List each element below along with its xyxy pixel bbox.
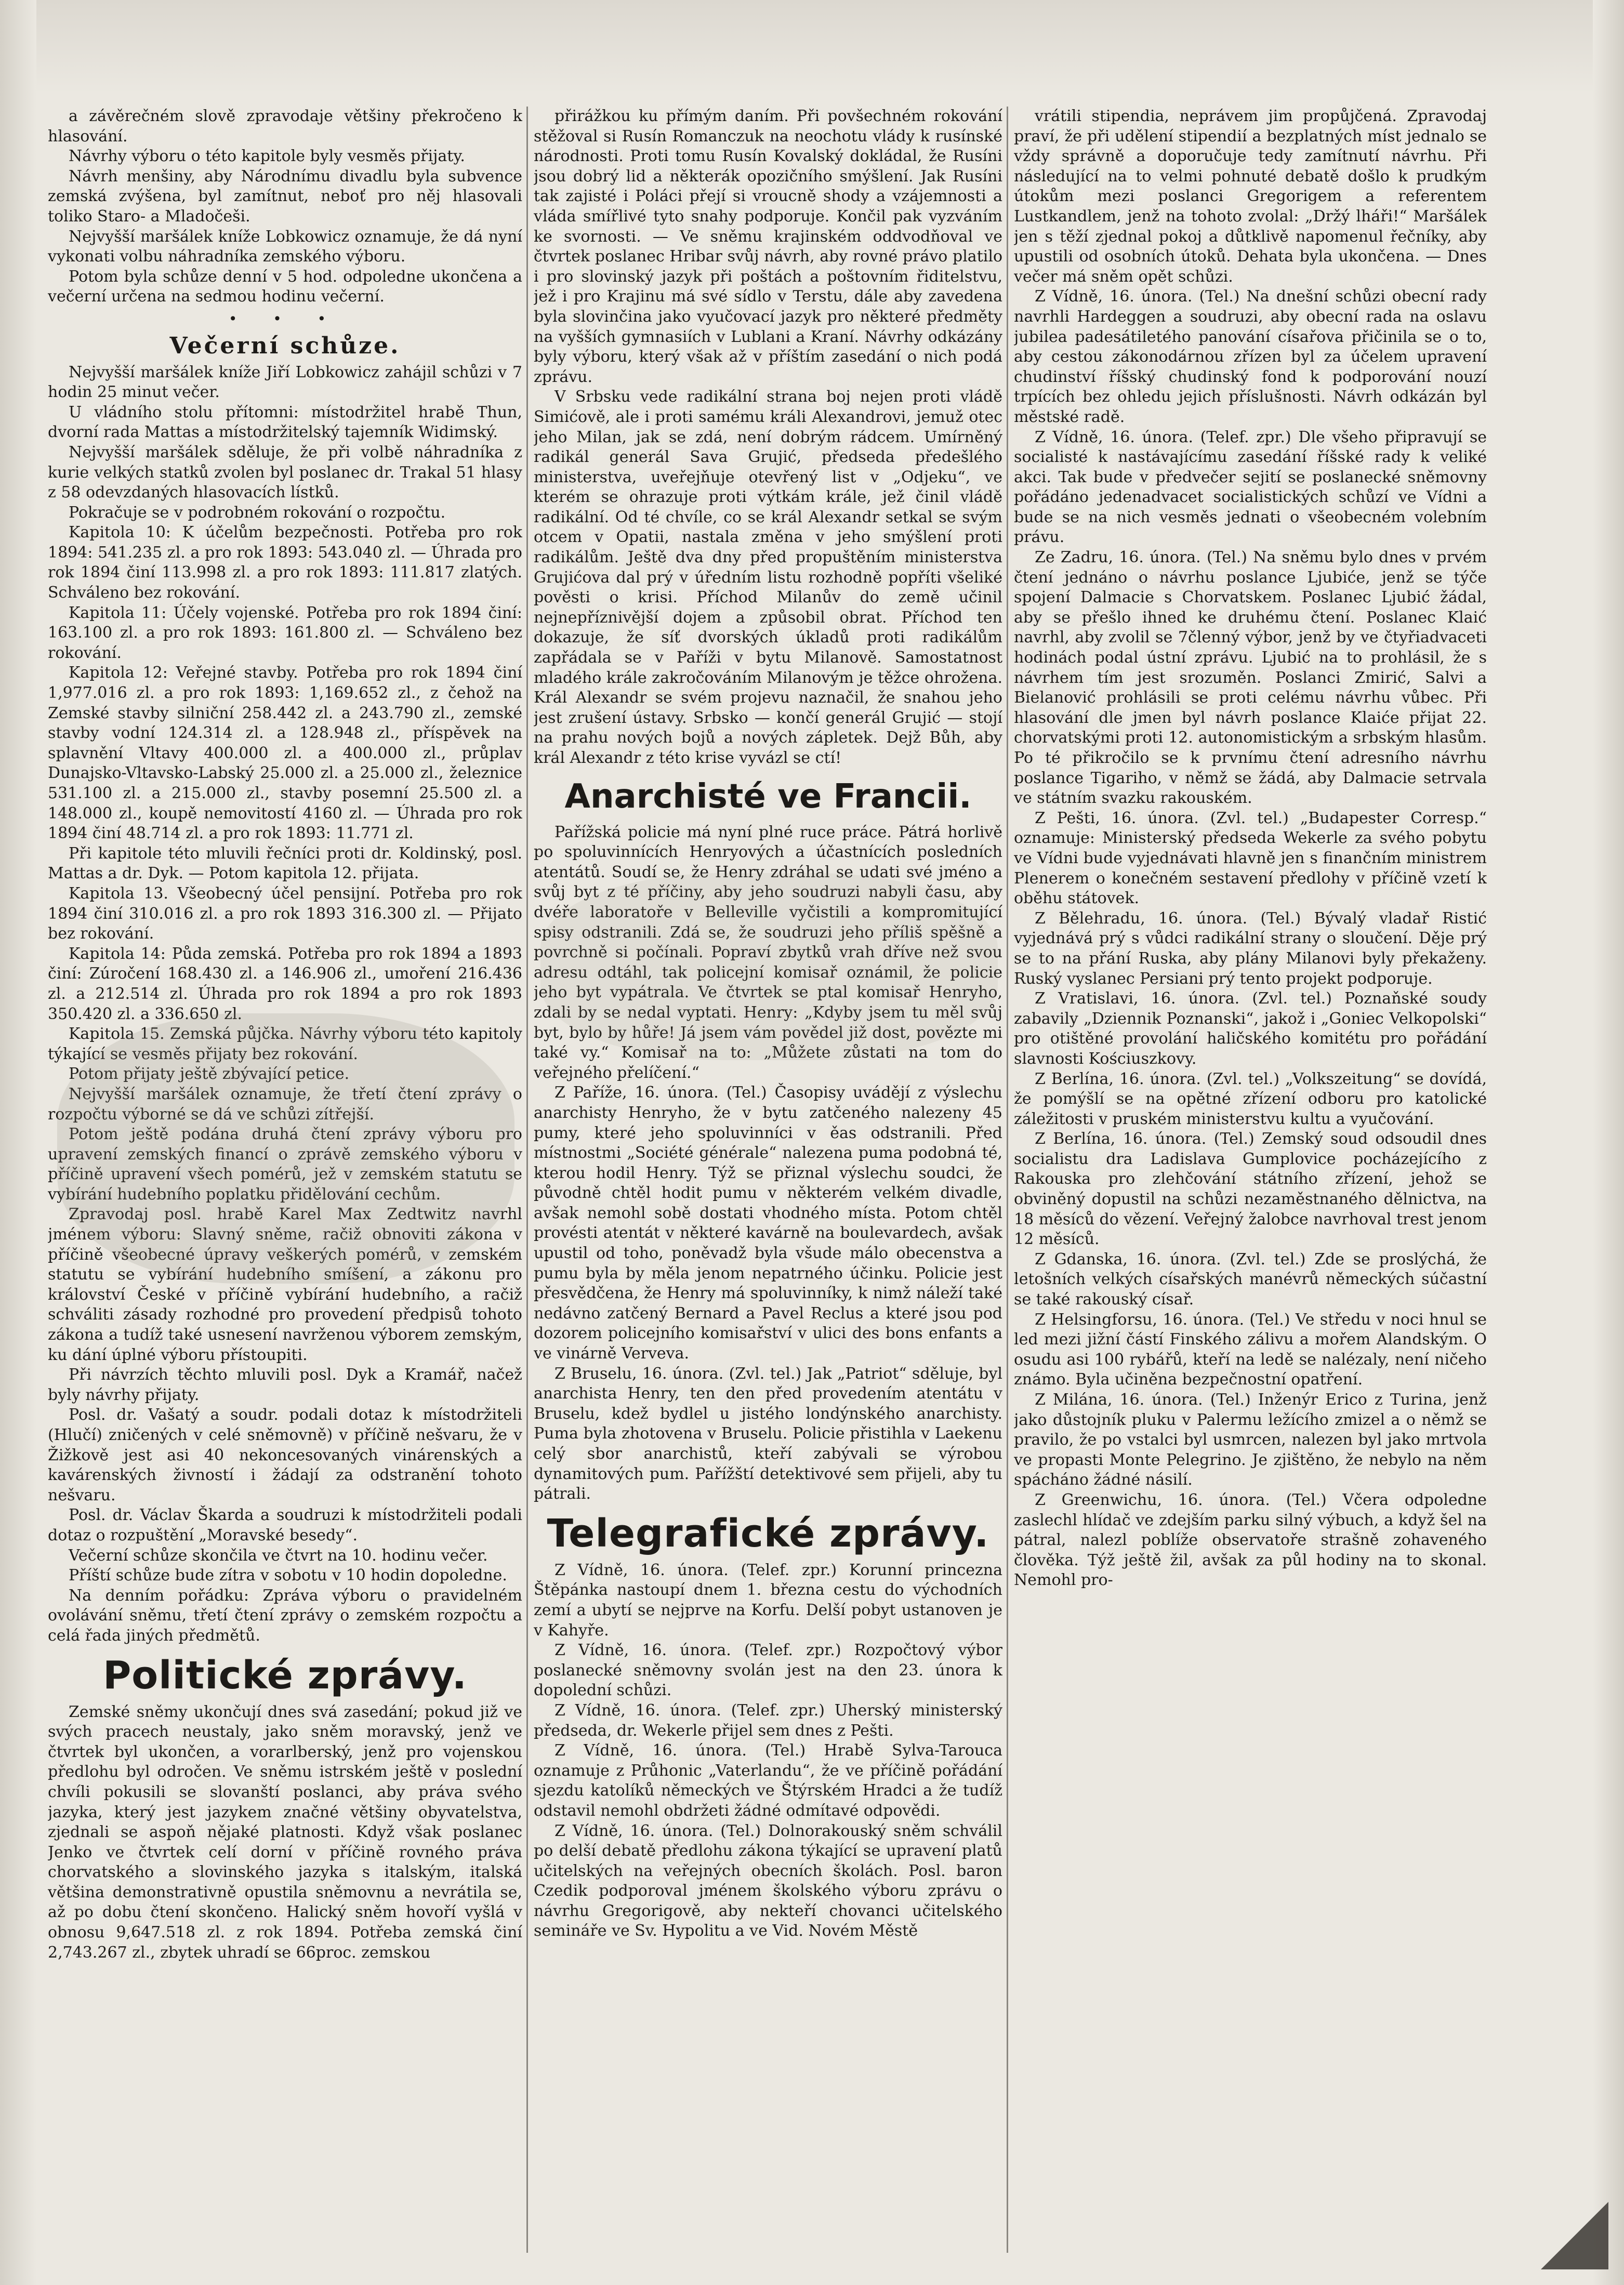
telegraph-news-heading: Telegrafické zprávy. — [547, 1511, 989, 1556]
paragraph: Zemské sněmy ukončují dnes svá zasedání; pokud již ve svých pracech neustaly, jako sněm moravský, jenž ve čtvrtek byl ukončen, a vorarlberský, jenž pro vojenskou předlohu byl odročen. Ve sněmu istrském ještě v poslední chvíli pokusili se slovanští poslanci, aby práva svého jazyka, který jest jazykem značné většiny obyvatelstva, zjednali se aspoň nějaké platnosti. Když však poslanec Jenko ve čtvrtek celí dorní v příčině rovného práva chorvatského a slovinského jazyka s italským, italská většina demonstrativně opustila sněmovnu a nevrátila se, až po dobu čtení skončeno. Halický sněm hovoří vyšlá v obnosu 9,647.518 zl. z rok 1894. Potřeba zemská činí 2,743.267 zl., zbytek uhradí se 66proc. zemskou — [48, 1702, 522, 1962]
paragraph: Z Vídně, 16. února. (Tel.) Na dnešní schůzi obecní rady navrhli Hardeggen a soudruzi, aby obecní rada na oslavu jubilea padesátiletého panování císařova přičinila se o to, aby cestou zákonodárnou zřízen byl za účelem upravení chudinství říšský chudinský fond k podporování nouzí trpících bez ohledu jejich příslušnosti. Návrh odkázán byl městské radě. — [1014, 287, 1487, 426]
column-rule-1 — [526, 107, 528, 2253]
paragraph: přirážkou ku přímým daním. Při povšechném rokování stěžoval si Rusín Romanczuk na neochotu vlády k rusínské národnosti. Proti tomu Rusín Kovalský dokládal, že Rusíni jsou dobrý lid a některák opozičního smýšlení. Jak Rusíni tak zajisté i Poláci přejí si vroucně shody a vzájemnosti a vláda smířlivé tyto snahy podporuje. Končil pak vyzváním ke svornosti. — Ve sněmu krajinském oddvodňoval ve čtvrtek poslanec Hribar svůj návrh, aby rovné právo platilo i pro slovinský jazyk při poštách a poštovním řiditelstvu, jež i pro Krajinu má své sídlo v Terstu, dále aby zavedena byla slovinčina jako vyučovací jazyk pro některé předměty na vyšších gymnasiích v Lublani a Kraní. Návrhy odkázány byly výboru, který však až v příštím zasedání o nich podá zprávu. — [534, 107, 1002, 386]
paragraph: Nejvyšší maršálek kníže Jiří Lobkowicz zahájil schůzi v 7 hodin 25 minut večer. — [48, 363, 522, 402]
ink-smudge — [57, 1013, 514, 1284]
paragraph: Potom ještě podána druhá čtení zprávy výboru pro upravení zemských financí o zprávě zemského výboru v příčině upravení všech pomérů, jež v zemském statutu se vybírání hudebního poplatku přidělování cechům. — [48, 1125, 522, 1204]
paragraph: Návrhy výboru o této kapitole byly vesměs přijaty. — [69, 147, 465, 166]
paragraph: V Srbsku vede radikální strana boj nejen proti vládě Simićově, ale i proti samému králi Alexandrovi, jemuž otec jeho Milan, jak se zdá, není dobrým rádcem. Umírněný radikál generál Sava Grujić, předseda předešlého ministerstva, uveřejňuje otevřený list v „Odjeku“, ve kterém se ohrazuje proti výtkám krále, jež činil vládě radikální. Od té chvíle, co se král Alexandr setkal se svým otcem v Opatii, nastala změna v jeho smýšlení proti radikálům. Ještě dva dny před propuštěním ministerstva Grujićova dal prý v úředním listu rozhodně popříti všeliké pověsti o krisi. Příchod Milanův do země učinil nejnepříznivější dojem a způsobil obrat. Příchod ten dokazuje, že síť dvorských úkladů proti radikálům zapřádala se v Paříži v bytu Milanově. Samostatnost mladého krále zakročováním Milanovým je těžce ohrožena. Král Alexandr se svém projevu naznačil, že snahou jeho jest zrušení ústavy. Srbsko — končí generál Grujić — stojí na prahu nových bojů a nových zápletek. Dejž Bůh, aby král Alexandr z této krise vyvázl se ctí! — [534, 388, 1002, 767]
paragraph: Z Berlína, 16. února. (Tel.) Zemský soud odsoudil dnes socialistu dra Ladislava Gumplovice pocházejícího z Rakouska pro zlehčování státního zřízení, jehož se obviněný dopustil na schůzi nezaměstnaného dělnictva, na 18 měsíců do vězení. Veřejný žalobce navrhoval trest jenom 12 měsíců. — [1014, 1130, 1487, 1249]
paragraph: Z Bruselu, 16. února. (Zvl. tel.) Jak „Patriot“ sděluje, byl anarchista Henry, ten den před provedením atentátu v Bruselu, kdež bydlel u jistého londýnského anarchisty. Puma byla zhotovena v Bruselu. Policie přistihla v Laekenu celý sbor anarchistů, kteří zabývali se výrobou dynamitových pum. Pařížští detektivové sem přijeli, aby tu pátrali. — [534, 1364, 1002, 1503]
page-top-edge — [0, 0, 1624, 94]
political-news-heading: Politické zprávy. — [103, 1653, 467, 1698]
paragraph: Kapitola 12: Veřejné stavby. Potřeba pro rok 1894 činí 1,977.016 zl. a pro rok 1893: 1,169.652 zl., z čehož na Zemské stavby silniční 258.442 zl. a 243.790 zl., zemské stavby vodní 124.314 zl. a 128.948 zl., příspěvek na splavnění Vltavy 400.000 zl. a 400.000 zl., průplav Dunajsko-Vltavsko-Labský 25.000 zl. a 25.000 zl., železnice 531.100 zl. a 215.000 zl., stavby posemní 25.500 zl. a 148.000 zl., koupě nemovitostí 4160 zl. — Úhrada pro rok 1894 činí 48.714 zl. a pro rok 1893: 11.771 zl. — [48, 664, 522, 843]
paragraph: Z Vídně, 16. února. (Telef. zpr.) Uherský ministerský předseda, dr. Wekerle přijel sem dnes z Pešti. — [534, 1701, 1002, 1740]
column-2 — [534, 107, 1002, 2263]
paragraph: Zpravodaj posl. hrabě Karel Max Zedtwitz navrhl jménem výboru: Slavný sněme, račiž obnoviti zákona v příčině všeobecné úpravy veškerých pomérů, v zemském statutu se vybírání hudebního smíšení, a zákonu pro království České v příčině vybírání hudebního, a račiž schváliti zásady rozhodné pro provedení předpisů tohoto zákona a tudíž také usnesení navrženou výborem zemským, ku dání úplné výboru přístoupiti. — [48, 1205, 522, 1364]
paragraph: Z Berlína, 16. února. (Zvl. tel.) „Volkszeitung“ se dovídá, že pomýšlí se na opětné zřízení odboru pro katolické záležitosti v pruském ministerstvu kultu a vyučování. — [1014, 1069, 1487, 1128]
paragraph: vrátili stipendia, neprávem jim propůjčená. Zpravodaj praví, že při udělení stipendií a bezplatných míst jednalo se vždy správně a doporučuje tedy zamítnutí návrhu. Při následující na to velmi pohnuté debatě došlo k prudkým útokům mezi poslanci Gregorigem a referentem Lustkandlem, jenž na tohoto zvolal: „Držý lháři!“ Maršálek jen s těží zjednal pokoj a důtklivě napomenul řečníky, aby upustili od osobních útoků. Dehata byla ukončena. — Dnes večer má sněm opět schůzi. — [1014, 107, 1487, 286]
page-right-edge — [1593, 0, 1624, 2285]
paragraph: Kapitola 14: Půda zemská. Potřeba pro rok 1894 a 1893 činí: Zúročení 168.430 zl. a 146.906 zl., umoření 216.436 zl. a 212.514 zl. Úhrada pro rok 1894 a pro rok 1893 350.420 zl. a 336.650 zl. — [48, 944, 522, 1023]
paragraph: Kapitola 11: Účely vojenské. Potřeba pro rok 1894 činí: 163.100 zl. a pro rok 1893: 161.800 zl. — Schváleno bez rokování. — [48, 603, 522, 662]
anarchists-heading: Anarchisté ve Francii. — [564, 777, 972, 816]
paragraph: Pokračuje se v podrobném rokování o rozpočtu. — [69, 503, 446, 522]
paragraph: Nejvyšší maršálek oznamuje, že třetí čtení zprávy o rozpočtu výborné se dá ve schůzi zítřejší. — [48, 1085, 522, 1124]
paragraph: Na denním pořádku: Zpráva výboru o pravidelném ovolávání sněmu, třetí čtení zprávy o zemském rozpočtu a celá řada jiných předmětů. — [48, 1586, 522, 1645]
paragraph: Nejvyšší maršálek kníže Lobkowicz oznamuje, že dá nyní vykonati volbu náhradníka zemského výboru. — [48, 227, 522, 266]
paragraph: Ze Zadru, 16. února. (Tel.) Na sněmu bylo dnes v prvém čtení jednáno o návrhu poslance Ljubiće, jenž se týče spojení Dalmacie s Chorvatskem. Poslanec Ljubić žádal, aby se přešlo ihned ke druhému čtení. Poslanec Klaić navrhl, aby zvolil se 7členný výbor, jenž by ve čtyřiadvaceti hodinách podal ústní zprávu. Ljubić na to prohlásil, že s návrhem tím jest srozuměn. Poslanci Zmirić, Salvi a Bielanović prohlásili se proti celému návrhu vůbec. Při hlasování dle jmen byl návrh poslance Klaiće přijat 22. chorvatskými proti 12. autonomistickým a srbským hlasům. Po té přikročilo se k prvnímu čtení adresního návrhu poslance Tigariho, v němž se žádá, aby Dalmacie setrvala ve státním svazku rakouském. — [1014, 548, 1487, 808]
paragraph: a závěrečném slově zpravodaje většiny překročeno k hlasování. — [48, 107, 522, 146]
paragraph: Z Vratislavi, 16. února. (Zvl. tel.) Poznaňské soudy zabavily „Dziennik Poznanski“, jakož i „Goniec Velkopolski“ pro otištěné provolání haličského komitétu pro pořádání slavnosti Kościuszkovy. — [1014, 989, 1487, 1068]
column-rule-2 — [1007, 107, 1008, 2253]
paragraph: Kapitola 15. Zemská půjčka. Návrhy výboru této kapitoly týkající se vesměs přijaty bez rokování. — [48, 1025, 522, 1063]
paragraph: Z Vídně, 16. února. (Tel.) Dolnorakouský sněm schválil po delší debatě předlohu zákona týkající se upravení platů učitelských na veřejných obecních školách. Posl. baron Czedik podporoval jménem školského výboru zprávu o návrhu Gregorigově, aby nekteří chovanci učitelského semináře ve Sv. Hypolitu a ve Vid. Novém Městě — [534, 1821, 1002, 1940]
paragraph: Z Greenwichu, 16. února. (Tel.) Včera odpoledne zaslechl hlídač ve zdejším parku silný výbuch, a když šel na pátral, nalezl poblíže observatoře strašně zohaveného člověka. Týž ještě žil, avšak za půl hodiny na to skonal. Nemohl pro- — [1014, 1490, 1487, 1590]
ink-smudge — [540, 873, 998, 1060]
paragraph: Z Gdanska, 16. února. (Zvl. tel.) Zde se proslýchá, že letošních velkých císařských manévrů německých súčastní se také rakouský císař. — [1014, 1250, 1487, 1309]
paragraph: Návrh menšiny, aby Národnímu divadlu byla subvence zemská zvýšena, byl zamítnut, neboť pro něj hlasovali toliko Staro- a Mladočeši. — [48, 167, 522, 226]
paragraph: U vládního stolu přítomni: místodržitel hrabě Thun, dvorní rada Mattas a místodržitelský tajemník Widimský. — [48, 403, 522, 442]
paragraph: Z Helsingforsu, 16. února. (Tel.) Ve středu v noci hnul se led mezi jižní částí Finského zálivu a mořem Alandským. O osudu asi 100 rybářů, kteří na ledě se nalézaly, není ničeho známo. Byla učiněna bezpečnostní opatření. — [1014, 1310, 1487, 1389]
column-3 — [1014, 107, 1487, 2263]
page-corner-shadow — [1541, 2202, 1608, 2269]
section-separator: • • • — [228, 310, 342, 327]
paragraph: Z Paříže, 16. února. (Tel.) Časopisy uvádějí z výslechu anarchisty Henryho, že v bytu zatčeného nalezeny 45 pumy, které jeho spoluvinníci v ěas odstranili. Před místnostmi „Société générale“ nalezena puma podobná té, kterou hodil Henry. Týž se přiznal výslechu soudci, že původně chtěl hodit pumu v některém velkém divadle, avšak nemohl sobě dostati vhodného místa. Potom chtěl provésti atentát v některé kavárně na boulevardech, avšak upustil od toho, poněvadž byla všude málo obecenstva a pumu byla by měla jenom nepatrného účinku. Policie jest přesvědčena, že Henry má spoluvinníky, k nimž náleží také nedávno zatčený Bernard a Pavel Reclus a které jsou pod dozorem policejního komisařství v ulici des bons enfants a ve vinárně Verveva. — [534, 1084, 1002, 1363]
paragraph: Při návrzích těchto mluvili posl. Dyk a Kramář, načež byly návrhy přijaty. — [48, 1366, 522, 1404]
page-left-edge — [0, 0, 36, 2285]
paragraph: Potom byla schůze denní v 5 hod. odpoledne ukončena a večerní určena na sedmou hodinu večerní. — [48, 267, 522, 306]
paragraph: Kapitola 13. Všeobecný účel pensijní. Potřeba pro rok 1894 činí 310.016 zl. a pro rok 1893 316.300 zl. — Přijato bez rokování. — [48, 884, 522, 943]
paragraph: Z Pešti, 16. února. (Zvl. tel.) „Budapester Corresp.“ oznamuje: Ministerský předseda Wekerle za svého pobytu ve Vídni bude vyjednávati hlavně jen s finančním ministrem Plenerem o konečném sestavení předlohy v příčině vzetí k oběhu státovek. — [1014, 809, 1487, 908]
paragraph: Z Vídně, 16. února. (Telef. zpr.) Korunní princezna Štěpánka nastoupí dnem 1. března cestu do východních zemí a ubytí se nejprve na Korfu. Delší pobyt ustanoven je v Kahyře. — [534, 1561, 1002, 1640]
paragraph: Nejvyšší maršálek sděluje, že při volbě náhradníka z kurie velkých statků zvolen byl poslanec dr. Trakal 51 hlasy z 58 odevzdaných hlasovacích lístků. — [48, 443, 522, 502]
evening-session-heading: Večerní schůze. — [169, 332, 401, 359]
paragraph: Z Vídně, 16. února. (Telef. zpr.) Rozpočtový výbor poslanecké sněmovny svolán jest na den 23. února k dopolední schůzi. — [534, 1641, 1002, 1700]
paragraph: Z Vídně, 16. února. (Telef. zpr.) Dle všeho připravují se socialisté k nastávajícímu zasedání říšské rady k veliké akci. Tak bude v předvečer sejití se poslanecké sněmovny pořádáno jedenadvacet socialistických schůzí ve Vídni a bude se na nich vesměs jednati o všeobecném volebním právu. — [1014, 428, 1487, 547]
paragraph: Večerní schůze skončila ve čtvrt na 10. hodinu večer. — [69, 1546, 488, 1565]
paragraph: Při kapitole této mluvili řečníci proti dr. Koldinský, posl. Mattas a dr. Dyk. — Potom kapitola 12. přijata. — [48, 844, 522, 883]
paragraph: Z Milána, 16. února. (Tel.) Inženýr Erico z Turina, jenž jako důstojník pluku v Palermu ležícího zmizel a o němž se pravilo, že po vstalci byl usmrcen, nalezen byl jako mrtvola ve propasti Monte Pelegrino. Je zjištěno, že nebylo na něm spácháno žádné násilí. — [1014, 1391, 1487, 1489]
paragraph: Kapitola 10: K účelům bezpečnosti. Potřeba pro rok 1894: 541.235 zl. a pro rok 1893: 543.040 zl. — Úhrada pro rok 1894 činí 113.998 zl. a pro rok 1893: 111.817 zlatých. Schváleno bez rokování. — [48, 523, 522, 602]
paragraph: Z Vídně, 16. února. (Tel.) Hrabě Sylva-Tarouca oznamuje z Průhonic „Vaterlandu“, že ve příčině pořádání sjezdu katolíků německých ve Štýrském Hradci a že tudíž odstavil nemohl obdržeti žádné odmítavé odpovědi. — [534, 1741, 1002, 1820]
paragraph: Pařížská policie má nyní plné ruce práce. Pátrá horlivě po spoluvinnících Henryových a účastnících posledních atentátů. Soudí se, že Henry zdráhal se udati své jméno a svůj byt z té příčiny, aby jeho soudruzi nabyli času, aby dvéře laboratoře v Belleville vyčistili a kompromitující spisy odstranili. Zdá se, že soudruzi jeho příliš spěšně a povrchně si počínali. Popraví zbytků vrah dříve než svou adresu odtáhl, tak policejní komisař oznámil, že policie jeho byt vypátrala. Ve čtvrtek se ptal komisař Henryho, zdali by se nedal vyptati. Henry: „Kdyby jsem tu měl svůj byt, bylo by hůře! Já jsem vám povědel již dost, povězte mi také vy.“ Komisař na to: „Můžete zůstati na tom do veřejného přelíčení.“ — [534, 823, 1002, 1082]
paragraph: Posl. dr. Vašatý a soudr. podali dotaz k místodržiteli (Hlučí) zničených v celé sněmovně) v příčině nešvaru, že v Žižkově jest asi 40 nekoncesovaných vinárenských a kavárenských živností i žádají za odstranění tohoto nešvaru. — [48, 1406, 522, 1504]
paragraph: Posl. dr. Václav Škarda a soudruzi k místodržiteli podali dotaz o rozpuštění „Moravské besedy“. — [48, 1506, 522, 1544]
paragraph: Potom přijaty ještě zbývající petice. — [69, 1065, 350, 1084]
paragraph: Z Bělehradu, 16. února. (Tel.) Bývalý vladař Ristić vyjednává prý s vůdci radikální strany o sloučení. Děje prý se to na přání Ruska, aby plány Milanovi byly překaženy. Ruský vyslanec Persiani prý tento projekt podporuje. — [1014, 909, 1487, 988]
paragraph: Příští schůze bude zítra v sobotu v 10 hodin dopoledne. — [69, 1566, 507, 1585]
